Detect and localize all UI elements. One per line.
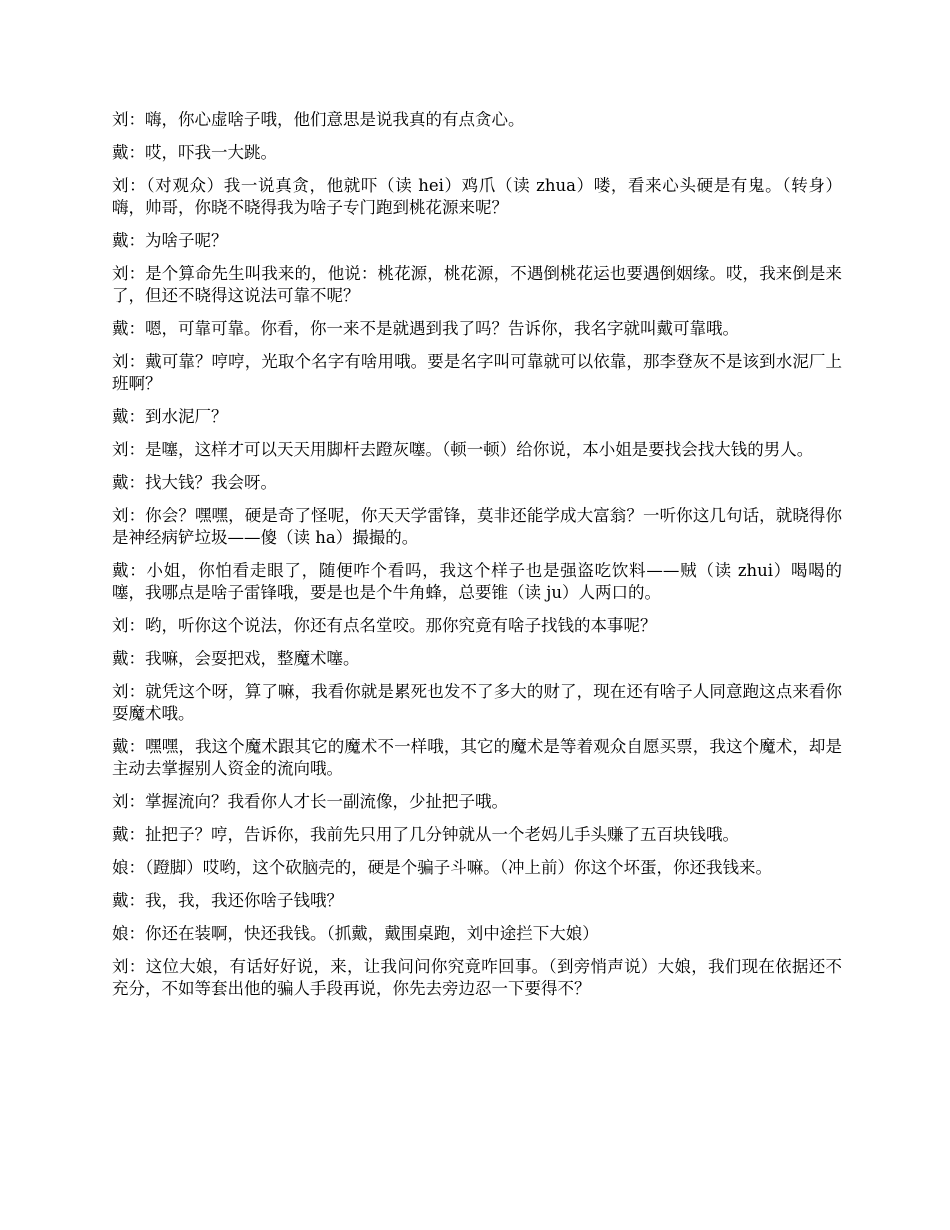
dialogue-line: 刘：哟，听你这个说法，你还有点名堂咬。那你究竟有啥子找钱的本事呢？ bbox=[112, 616, 657, 635]
dialogue-line: 戴：嘿嘿，我这个魔术跟其它的魔术不一样哦，其它的魔术是等着观众自愿买票，我这个魔术，却是主动去掌握别人资金的流向哦。 bbox=[112, 737, 842, 778]
dialogue-line: 戴：找大钱？我会呀。 bbox=[112, 473, 277, 492]
dialogue-line: 刘：戴可靠？哼哼，光取个名字有啥用哦。要是名字叫可靠就可以依靠，那李登灰不是该到水泥厂上班啊？ bbox=[112, 352, 842, 393]
dialogue-line: 戴：到水泥厂？ bbox=[112, 407, 228, 426]
dialogue-line: 刘：是个算命先生叫我来的，他说：桃花源，桃花源，不遇倒桃花运也要遇倒姻缘。哎，我来倒是来了，但还不晓得这说法可靠不呢？ bbox=[112, 264, 842, 305]
dialogue-line: 戴：为啥子呢？ bbox=[112, 231, 228, 250]
dialogue-line: 娘：（蹬脚）哎哟，这个砍脑壳的，硬是个骗子斗嘛。（冲上前）你这个坏蛋，你还我钱来。 bbox=[112, 858, 772, 877]
dialogue-line: 戴：我，我，我还你啥子钱哦？ bbox=[112, 891, 343, 910]
dialogue-line: 刘：这位大娘，有话好好说，来，让我问问你究竟咋回事。（到旁悄声说）大娘，我们现在依据还不充分，不如等套出他的骗人手段再说，你先去旁边忍一下要得不？ bbox=[112, 957, 842, 998]
dialogue-line: 娘：你还在装啊，快还我钱。（抓戴，戴围桌跑，刘中途拦下大娘） bbox=[112, 924, 599, 943]
dialogue-line: 刘：你会？嘿嘿，硬是奇了怪呢，你天天学雷锋，莫非还能学成大富翁？一听你这几句话，就晓得你是神经病铲垃圾——傻（读 ha）撮撮的。 bbox=[112, 506, 842, 547]
dialogue-line: 戴：扯把子？哼，告诉你，我前先只用了几分钟就从一个老妈儿手头赚了五百块钱哦。 bbox=[112, 825, 739, 844]
dialogue-line: 刘：是噻，这样才可以天天用脚杆去蹬灰噻。（顿一顿）给你说，本小姐是要找会找大钱的男人。 bbox=[112, 440, 814, 459]
dialogue-line: 戴：嗯，可靠可靠。你看，你一来不是就遇到我了吗？告诉你，我名字就叫戴可靠哦。 bbox=[112, 319, 739, 338]
dialogue-text bbox=[112, 109, 842, 1011]
dialogue-line: 戴：我嘛，会耍把戏，整魔术噻。 bbox=[112, 649, 360, 668]
dialogue-line: 戴：小姐，你怕看走眼了，随便咋个看吗，我这个样子也是强盗吃饮料——贼（读 zhui）喝喝的噻，我哪点是啥子雷锋哦，要是也是个牛角蜂，总要锥（读 ju）人两口的。 bbox=[112, 561, 842, 602]
dialogue-line: 刘：就凭这个呀，算了嘛，我看你就是累死也发不了多大的财了，现在还有啥子人同意跑这点来看你耍魔术哦。 bbox=[112, 682, 842, 723]
dialogue-line: 戴：哎，吓我一大跳。 bbox=[112, 143, 277, 162]
dialogue-line: 刘：嗨，你心虚啥子哦，他们意思是说我真的有点贪心。 bbox=[112, 110, 525, 129]
dialogue-line: 刘：掌握流向？我看你人才长一副流像，少扯把子哦。 bbox=[112, 792, 508, 811]
dialogue-line: 刘：（对观众）我一说真贪，他就吓（读 hei）鸡爪（读 zhua）喽，看来心头硬是有鬼。（转身）嗨，帅哥，你晓不晓得我为啥子专门跑到桃花源来呢？ bbox=[112, 176, 842, 217]
